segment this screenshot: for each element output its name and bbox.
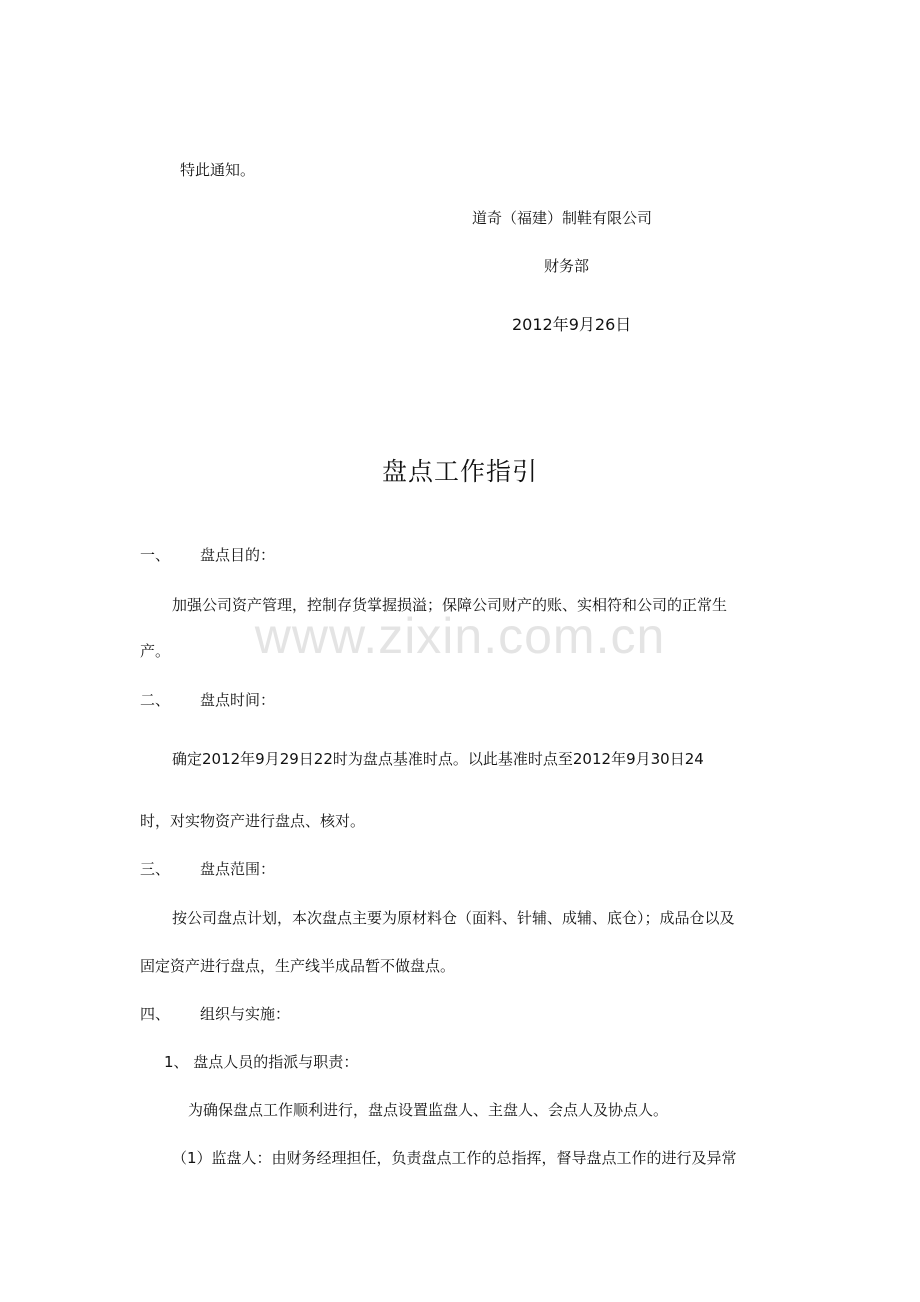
- section-heading: 组织与实施：: [200, 1005, 291, 1023]
- notice-date: 2012年9月26日: [512, 315, 632, 334]
- department-name: 财务部: [544, 257, 590, 275]
- watermark: www.zixin.com.cn: [254, 608, 666, 664]
- section-number: 一、: [140, 546, 171, 564]
- scope-line-2: 固定资产进行盘点，生产线半成品暂不做盘点。: [140, 957, 456, 975]
- purpose-line-2: 产。: [140, 642, 171, 660]
- subsection-item-1: （1）监盘人：由财务经理担任，负责盘点工作的总指挥，督导盘点工作的进行及异常: [172, 1149, 737, 1167]
- scope-line-1: 按公司盘点计划，本次盘点主要为原材料仓（面料、针辅、成辅、底仓）；成品仓以及: [172, 909, 735, 927]
- section-number: 二、: [140, 691, 171, 709]
- time-line-1: 确定2012年9月29日22时为盘点基准时点。以此基准时点至2012年9月30日24: [172, 750, 704, 768]
- section-heading: 盘点范围：: [200, 860, 276, 878]
- time-line-2: 时，对实物资产进行盘点、核对。: [140, 812, 366, 830]
- closing-text: 特此通知。: [180, 161, 256, 179]
- company-name: 道奇（福建）制鞋有限公司: [472, 209, 653, 227]
- section-number: 三、: [140, 860, 171, 878]
- purpose-line-1: 加强公司资产管理，控制存货掌握损溢；保障公司财产的账、实相符和公司的正常生: [172, 596, 728, 614]
- page-title: 盘点工作指引: [381, 457, 538, 486]
- section-heading: 盘点时间：: [200, 691, 276, 709]
- section-heading: 盘点目的：: [200, 546, 276, 564]
- subsection-heading: 1、 盘点人员的指派与职责：: [164, 1053, 359, 1071]
- subsection-text: 为确保盘点工作顺利进行，盘点设置监盘人、主盘人、会点人及协点人。: [188, 1101, 669, 1119]
- section-number: 四、: [140, 1005, 171, 1023]
